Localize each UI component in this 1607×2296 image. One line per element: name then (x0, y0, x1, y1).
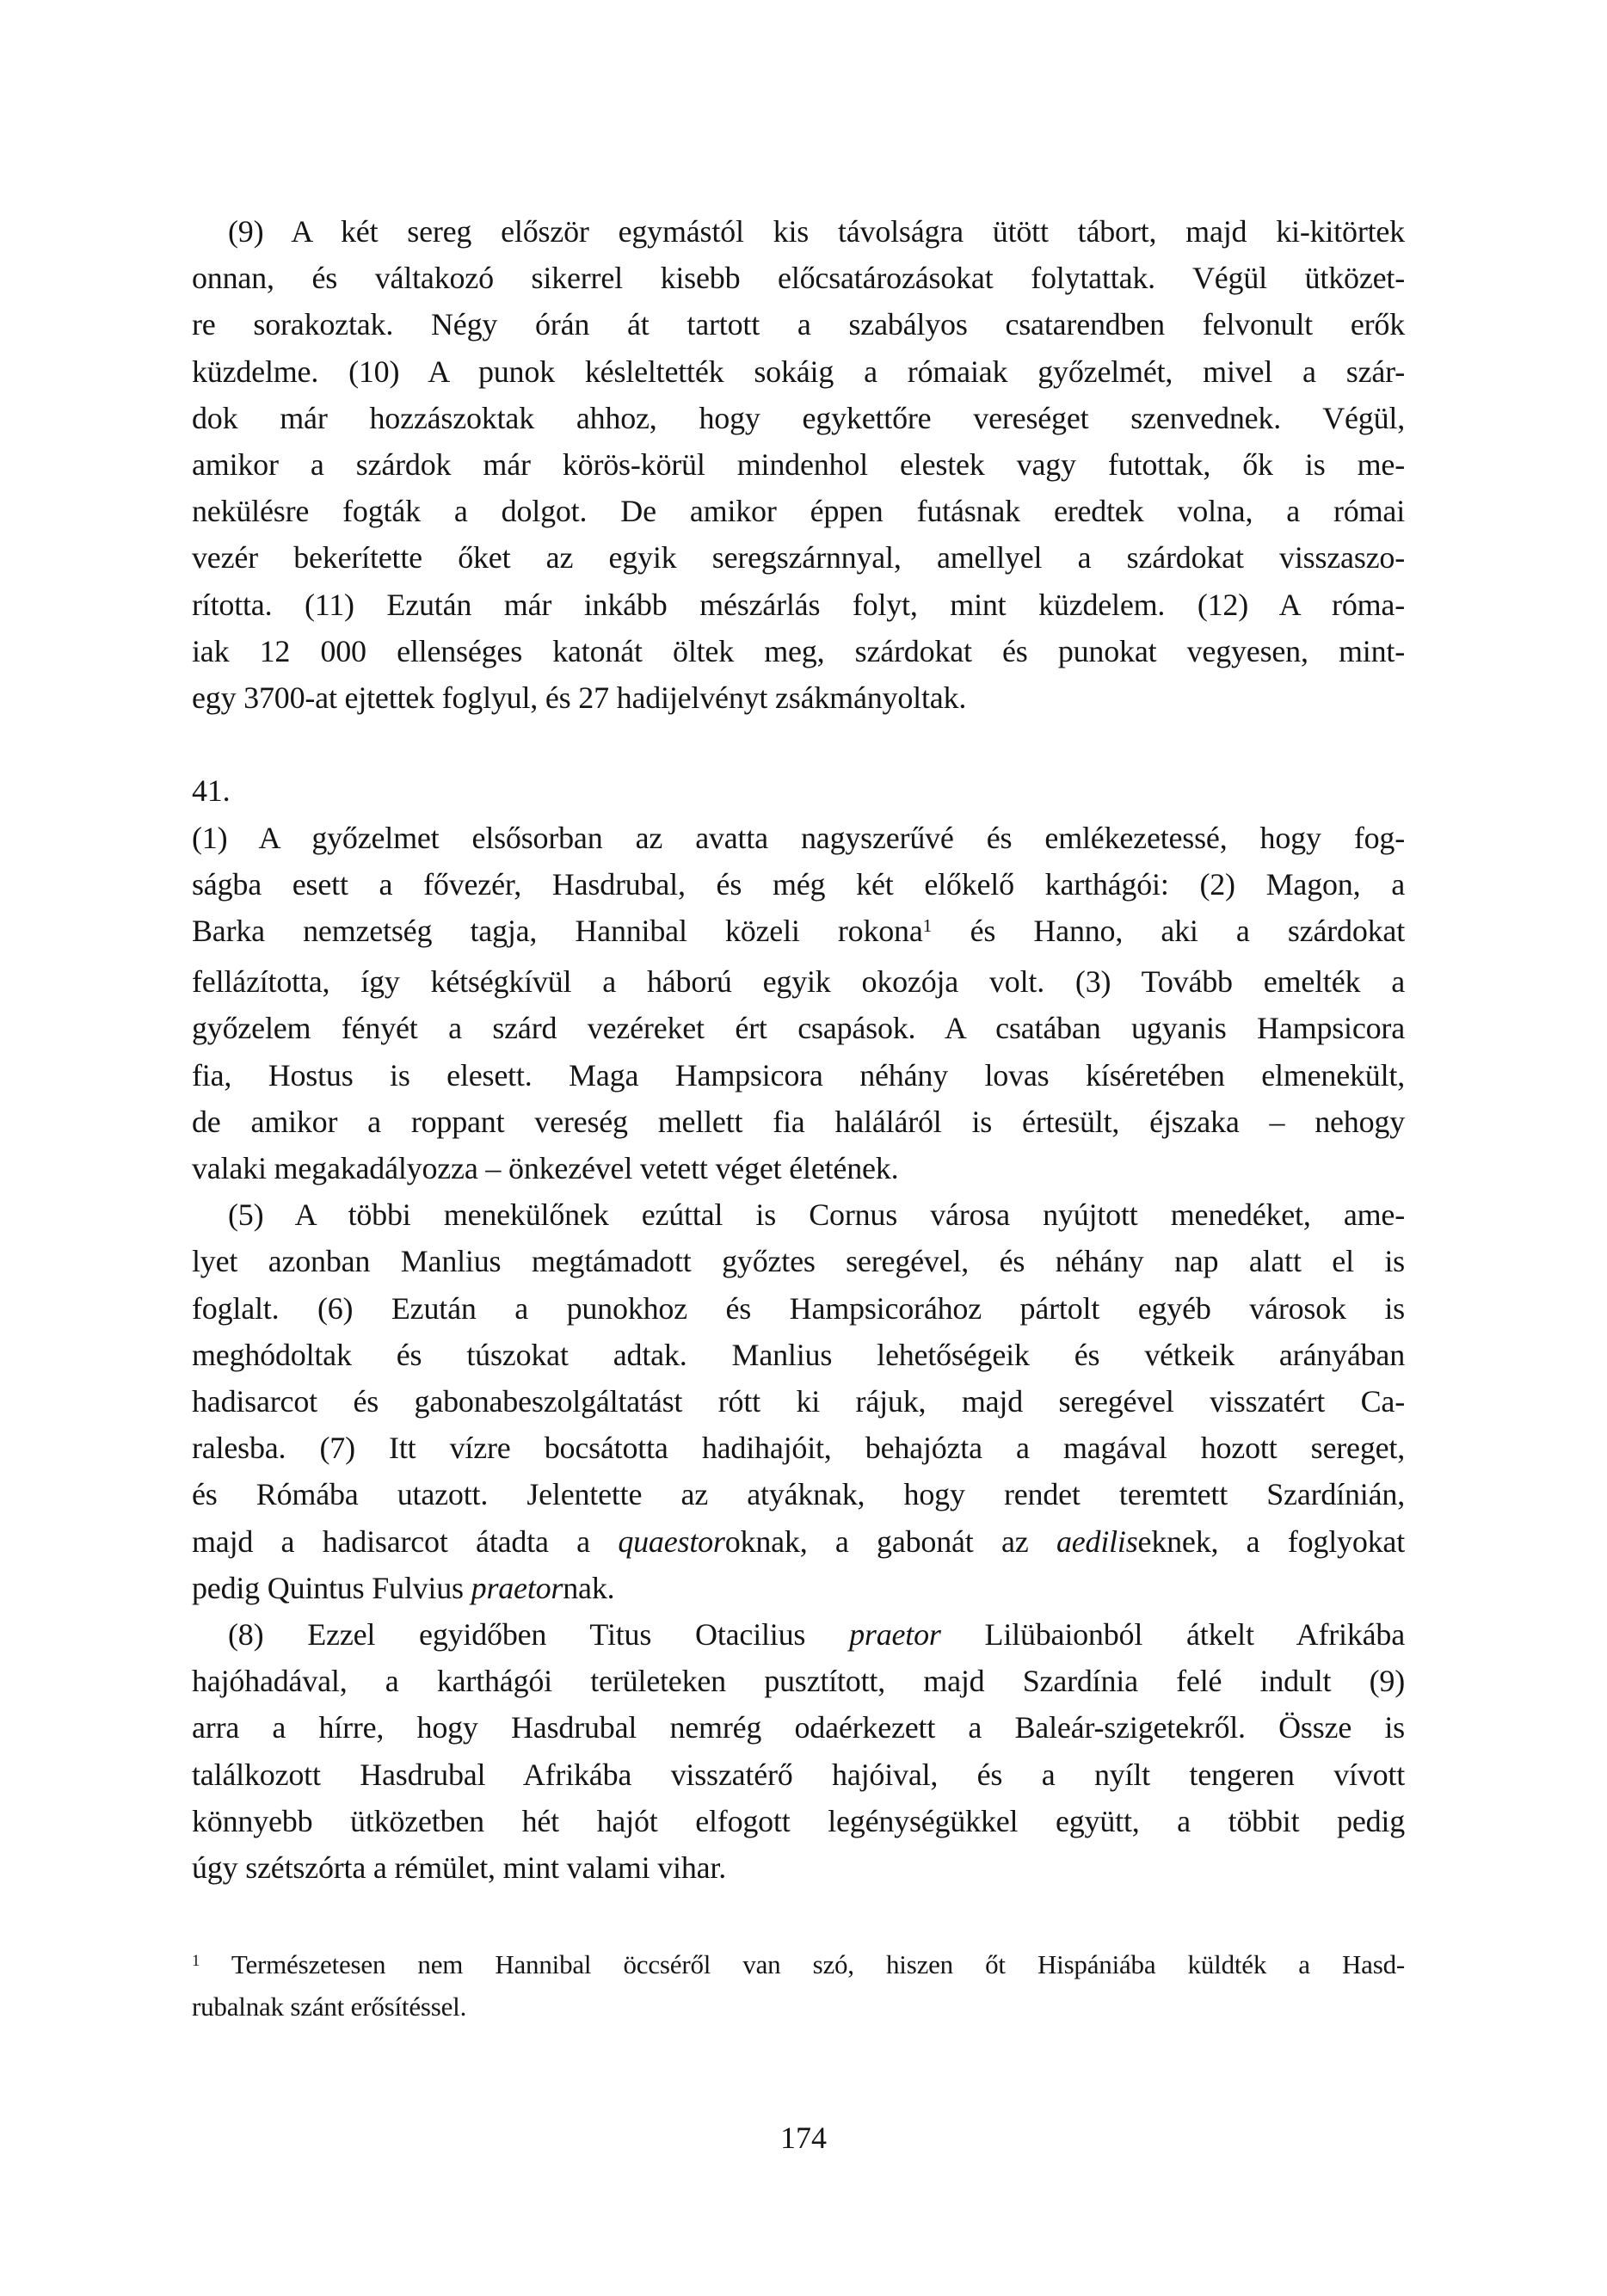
footnote (192, 1946, 1405, 2026)
text-line: majd a hadisarcot átadta a quaestoroknak, a gabonát az aediliseknek, a foglyokat (192, 1523, 1406, 1559)
text-line: iak 12 000 ellenséges katonát öltek meg, szárdokat és punokat vegyesen, mint- (192, 633, 1405, 668)
page-number: 174 (780, 2121, 827, 2155)
footnote-line: rubalnak szánt erősítéssel. (192, 1991, 467, 2022)
text-line: hajóhadával, a karthágói területeken pusztított, majd Szardínia felé indult (9) (192, 1664, 1405, 1699)
text-line: lyet azonban Manlius megtámadott győztes seregével, és néhány nap alatt el is (192, 1244, 1405, 1279)
latin-term: quaestor (618, 1523, 725, 1559)
text-line: hadisarcot és gabonabeszolgáltatást rótt ki rájuk, majd seregével visszatért Ca- (192, 1384, 1405, 1419)
text-line: egy 3700-at ejtettek foglyul, és 27 hadijelvényt zsákmányoltak. (192, 680, 967, 716)
text-line: (5) A többi menekülőnek ezúttal is Cornus városa nyújtott menedéket, ame- (228, 1197, 1405, 1233)
text-line: úgy szétszórta a rémület, mint valami vihar. (192, 1850, 727, 1886)
text-line: küzdelme. (10) A punok késleltették sokáig a rómaiak győzelmét, mivel a szár- (192, 354, 1405, 389)
text-line: dok már hozzászoktak ahhoz, hogy egykettőre vereséget szenvednek. Végül, (192, 400, 1405, 435)
text-line: pedig Quintus Fulvius praetornak. (192, 1570, 615, 1605)
body-text (192, 208, 1405, 1891)
text-line: arra a hírre, hogy Hasdrubal nemrég odaérkezett a Baleár-szigetekről. Össze is (192, 1710, 1405, 1745)
text-line: győzelem fényét a szárd vezéreket ért csapások. A csatában ugyanis Hampsicora (192, 1011, 1405, 1046)
text-line: könnyebb ütközetben hét hajót elfogott legénységükkel együtt, a többit pedig (192, 1803, 1405, 1838)
text-line: (1) A győzelmet elsősorban az avatta nagyszerűvé és emlékezetessé, hogy fog- (192, 820, 1405, 855)
text-line: találkozott Hasdrubal Afrikába visszatérő hajóival, és a nyílt tengeren vívott (192, 1757, 1405, 1792)
text-line: ralesba. (7) Itt vízre bocsátotta hadihajóit, behajózta a magával hozott sereget, (192, 1431, 1405, 1466)
paragraph-gap (192, 721, 1405, 767)
text-line: re sorakoztak. Négy órán át tartott a szabályos csatarendben felvonult erők (192, 307, 1405, 342)
text-line: foglalt. (6) Ezután a punokhoz és Hampsicorához pártolt egyéb városok is (192, 1290, 1405, 1326)
text-line: nekülésre fogták a dolgot. De amikor éppen futásnak eredtek volna, a római (192, 494, 1405, 529)
footnote-marker: 1 (192, 1951, 200, 1970)
text-line: (8) Ezzel egyidőben Titus Otacilius praetor Lilübaionból átkelt Afrikába (228, 1617, 1405, 1653)
text-line: ságba esett a fővezér, Hasdrubal, és még két előkelő karthágói: (2) Magon, a (192, 866, 1405, 902)
text-line: Barka nemzetség tagja, Hannibal közeli rokona$^1$ és Hanno, aki a szárdokat (192, 914, 1405, 949)
text-line: onnan, és váltakozó sikerrel kisebb előcsatározásokat folytattak. Végül ütközet- (192, 261, 1405, 296)
latin-term: aedilis (1056, 1523, 1138, 1559)
text-line: amikor a szárdok már körös-körül mindenhol elestek vagy futottak, ők is me- (192, 447, 1405, 483)
text-line: és Rómába utazott. Jelentette az atyáknak, hogy rendet teremtett Szardínián, (192, 1477, 1405, 1512)
footnote-ref: 1 (922, 915, 933, 937)
latin-term: praetor (849, 1617, 941, 1653)
latin-term: praetor (471, 1570, 563, 1605)
footnote-line: $^1$ Természetesen nem Hannibal öccséről van szó, hiszen őt Hispániába küldték a Hasd- (192, 1949, 1405, 1979)
text-line: fellázította, így kétségkívül a háború egyik okozója volt. (3) Tovább emelték a (192, 964, 1405, 1000)
text-line: rította. (11) Ezután már inkább mészárlás folyt, mint küzdelem. (12) A róma- (192, 587, 1405, 622)
text-line: meghódoltak és túszokat adtak. Manlius lehetőségeik és vétkeik arányában (192, 1337, 1405, 1372)
text-line: de amikor a roppant vereség mellett fia haláláról is értesült, éjszaka – nehogy (192, 1104, 1405, 1139)
text-line: vezér bekerítette őket az egyik seregszárnnyal, amellyel a szárdokat visszaszo- (192, 540, 1405, 576)
section-number-heading: 41. (192, 773, 231, 809)
text-line: (9) A két sereg először egymástól kis távolságra ütött tábort, majd ki-kitörtek (228, 214, 1405, 249)
text-line: valaki megakadályozza – önkezével vetett véget életének. (192, 1151, 899, 1186)
text-line: fia, Hostus is elesett. Maga Hampsicora néhány lovas kíséretében elmenekült, (192, 1057, 1405, 1093)
